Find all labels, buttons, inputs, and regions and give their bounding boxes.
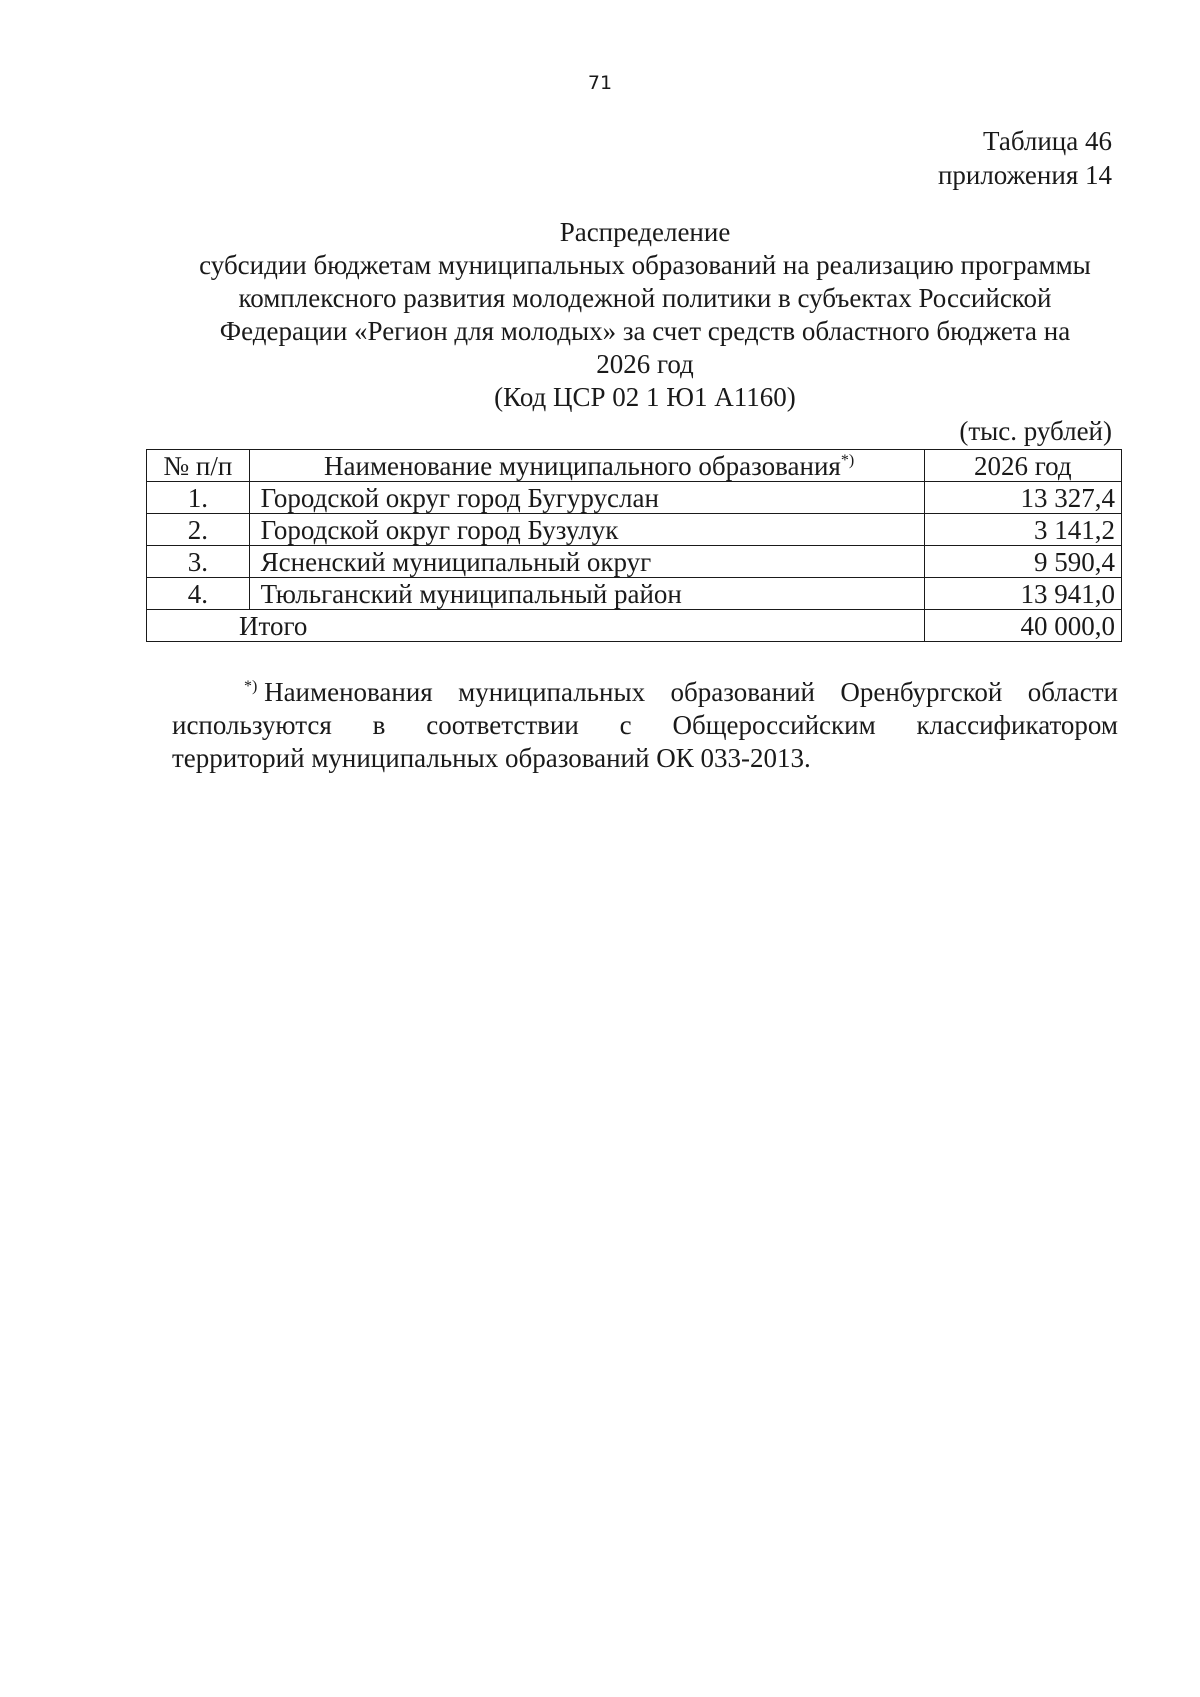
footnote-word: классификатором	[916, 710, 1118, 740]
table-row	[147, 482, 1122, 514]
footnote-word: Оренбургской	[840, 677, 1003, 707]
footnote-word: Наименования	[264, 677, 433, 707]
row-number: 3.	[147, 546, 250, 578]
row-amount: 13 327,4	[924, 482, 1121, 514]
heading-line: субсидии бюджетам муниципальных образований на реализацию программы	[199, 250, 1091, 280]
footnote-word: области	[1027, 677, 1118, 707]
heading-year: 2026 год	[596, 349, 694, 379]
footnote-word: используются	[172, 710, 332, 740]
footnote-word: с	[619, 710, 632, 740]
footnote	[172, 676, 1118, 775]
table-row	[147, 578, 1122, 610]
footnote-marker: *)	[840, 451, 855, 469]
row-municipality: Городской округ город Бузулук	[249, 514, 924, 546]
caption-table-number: Таблица 46	[983, 126, 1112, 156]
row-municipality: Ясненский муниципальный округ	[249, 546, 924, 578]
header-year: 2026 год	[924, 450, 1121, 482]
heading-title: Распределение	[559, 217, 731, 247]
page-number: 71	[587, 72, 613, 94]
row-amount: 9 590,4	[924, 546, 1121, 578]
heading-line: Федерации «Регион для молодых» за счет средств областного бюджета на	[219, 316, 1071, 346]
header-municipality-label: Наименование муниципального образования	[324, 450, 841, 481]
total-amount: 40 000,0	[924, 610, 1121, 642]
header-number: № п/п	[147, 450, 250, 482]
table-total-row	[147, 610, 1122, 642]
heading-line: комплексного развития молодежной политики в субъектах Российской	[238, 283, 1052, 313]
row-amount: 3 141,2	[924, 514, 1121, 546]
heading-code: (Код ЦСР 02 1 Ю1 А1160)	[494, 382, 796, 412]
document-heading	[150, 216, 1140, 414]
table-header-row	[147, 450, 1122, 482]
footnote-first-word	[244, 676, 433, 709]
footnote-marker: *)	[244, 678, 258, 695]
footnote-line: территорий муниципальных образований ОК 033-2013.	[172, 743, 811, 773]
row-number: 1.	[147, 482, 250, 514]
footnote-word: муниципальных	[458, 677, 646, 707]
footnote-word: Общероссийским	[672, 710, 876, 740]
caption-appendix-number: приложения 14	[937, 160, 1112, 190]
table-caption	[938, 124, 1112, 192]
units-label: (тыс. рублей)	[959, 416, 1112, 446]
footnote-word: соответствии	[426, 710, 579, 740]
footnote-word: образований	[670, 677, 815, 707]
footnote-word: в	[372, 710, 386, 740]
table-row	[147, 546, 1122, 578]
total-label: Итого	[147, 610, 925, 642]
row-municipality: Городской округ город Бугуруслан	[249, 482, 924, 514]
row-number: 2.	[147, 514, 250, 546]
row-amount: 13 941,0	[924, 578, 1121, 610]
table-row	[147, 514, 1122, 546]
footnote-line	[172, 676, 1118, 709]
row-municipality: Тюльганский муниципальный район	[249, 578, 924, 610]
row-number: 4.	[147, 578, 250, 610]
distribution-table	[146, 449, 1122, 642]
footnote-line	[172, 709, 1118, 742]
header-municipality-name	[249, 450, 924, 482]
